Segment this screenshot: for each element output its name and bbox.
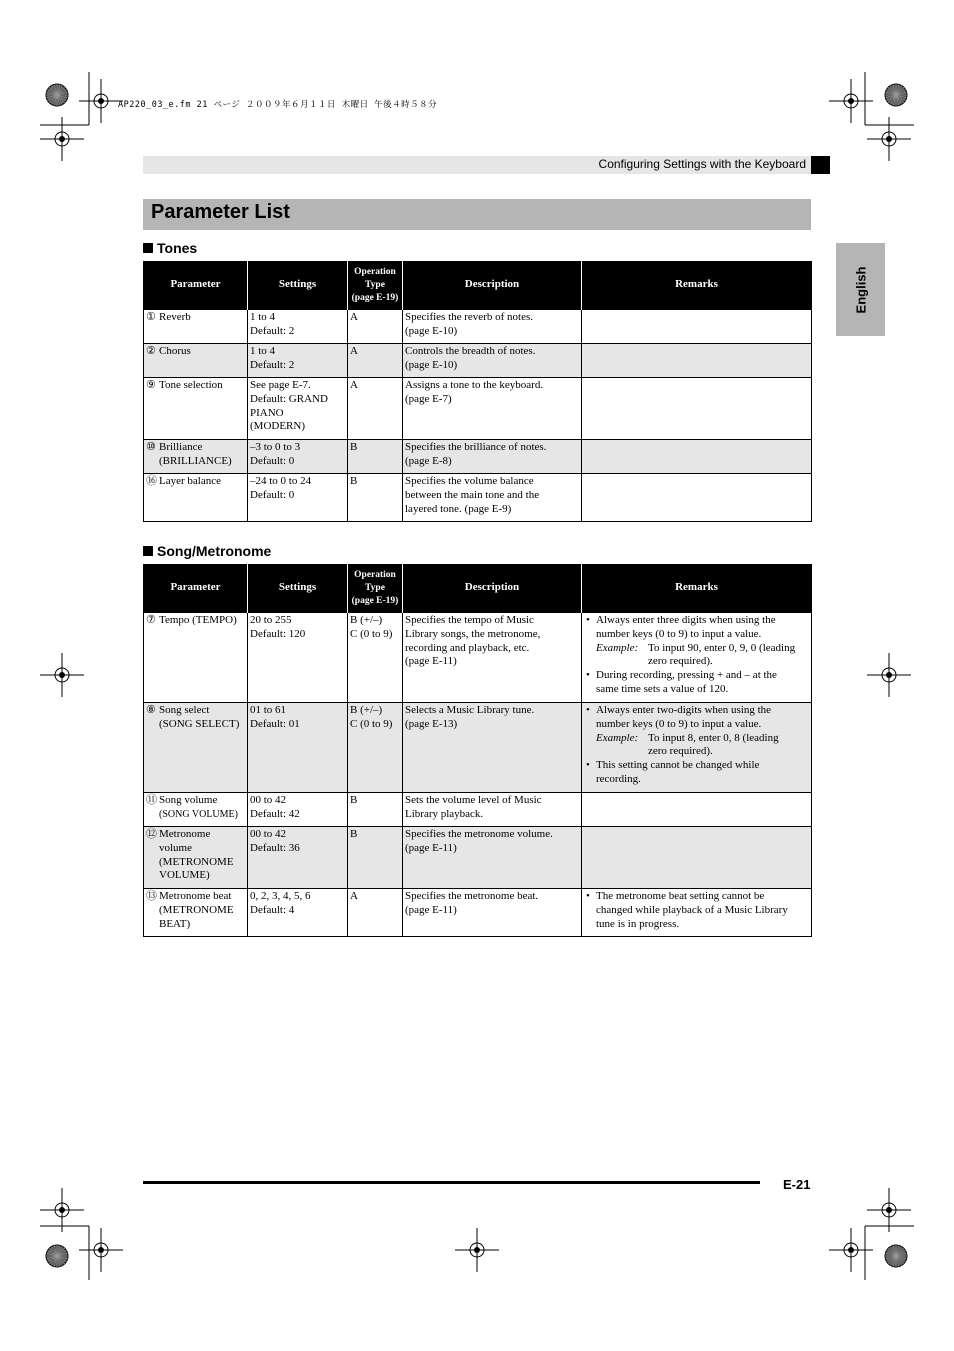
text-line: Library songs, the metronome, [405,627,541,640]
remark-item [584,759,809,787]
column-header-operation-type: Operation Type (page E-19) [348,261,403,310]
table-header-row [144,564,812,613]
cell-description [403,889,582,937]
table-row [144,344,812,378]
column-header-parameter: Parameter [144,261,248,310]
cell-settings [248,793,348,827]
column-header-remarks: Remarks [582,564,812,613]
text-line: BEAT) [159,917,191,930]
text-line: 1 to 4 [250,345,276,357]
text-line: Default: 120 [250,627,306,640]
parameter-name [159,379,223,393]
text-line: layered tone. (page E-9) [405,502,512,515]
table-row [144,440,812,474]
cell-remarks [582,613,812,703]
example-label: Example: [596,641,639,654]
parameter-number: ⑪ [146,794,157,806]
registration-crosshair-icon [829,79,873,123]
table-row [144,889,812,937]
text-line: PIANO [250,406,284,419]
text-line: recording. [596,772,641,785]
registration-crosshair-icon [867,653,911,697]
square-bullet-icon [143,546,153,556]
text-line: Song select [159,704,210,716]
text-line: Selects a Music Library tune. [405,704,535,716]
table-row [144,310,812,344]
cell-description [403,827,582,889]
cell-parameter [144,378,248,440]
text-line: recording and playback, etc. [405,641,530,654]
text-line: Always enter two-digits when using the [596,704,772,716]
cell-parameter [144,344,248,378]
registration-crosshair-icon [867,1188,911,1232]
registration-crosshair-icon [79,1228,123,1272]
running-header-text: Configuring Settings with the Keyboard [598,157,806,171]
cell-remarks [582,310,812,344]
text-line: Metronome beat [159,890,232,902]
language-tab-label: English [853,266,868,313]
cell-description [403,613,582,703]
square-bullet-icon [143,243,153,253]
page-title: Parameter List [151,201,290,223]
text-line: Sets the volume level of Music [405,794,542,806]
text-line: A [350,311,358,323]
text-line: 01 to 61 [250,704,287,716]
language-tab [836,243,885,336]
print-color-target-icon [46,1245,68,1267]
text-line: This setting cannot be changed while [596,759,760,772]
text-line: Default: 42 [250,807,300,820]
text-line: Default: 2 [250,358,295,371]
cell-settings [248,827,348,889]
text-line: To input 90, enter 0, 9, 0 (leading [648,641,796,654]
remarks-list [584,704,809,787]
section-title: Tones [157,240,198,256]
table-row [144,378,812,440]
text-line: B [350,828,358,840]
section-heading-song-metronome [143,543,271,559]
cell-settings [248,440,348,474]
text-line: Specifies the metronome beat. [405,890,539,902]
text-line: –3 to 0 to 3 [250,441,301,453]
text-line: (page E-11) [405,655,457,668]
text-line: 00 to 42 [250,828,287,840]
parameter-name [159,704,239,732]
text-line: (page E-10) [405,324,458,337]
registration-crosshair-icon [40,653,84,697]
cell-parameter [144,474,248,522]
table-row [144,703,812,793]
column-header-operation-type: Operation Type (page E-19) [348,564,403,613]
cell-operation-type [348,310,403,344]
cell-settings [248,889,348,937]
column-header-settings: Settings [248,564,348,613]
registration-crosshair-icon [79,79,123,123]
parameter-name [159,614,237,628]
text-line: Default: 4 [250,903,295,916]
cell-operation-type [348,889,403,937]
text-line: B [350,441,358,453]
text-line: between the main tone and the [405,488,540,501]
table-header-row [144,261,812,310]
cell-parameter [144,703,248,793]
parameter-number: ⑧ [146,704,156,716]
remark-example [596,642,809,670]
text-line: Assigns a tone to the keyboard. [405,379,544,391]
cell-description [403,703,582,793]
text-line: Default: 36 [250,841,300,854]
text-line: Specifies the metronome volume. [405,828,553,840]
text-line: Default: 2 [250,324,295,337]
print-color-target-icon [885,1245,907,1267]
example-text [648,642,795,670]
cell-description [403,344,582,378]
parameter-number: ⑫ [146,828,157,840]
text-line: Specifies the brilliance of notes. [405,441,547,453]
remark-item [584,704,809,759]
text-line: Default: GRAND [250,392,328,405]
cell-description [403,378,582,440]
text-line: Song volume [159,794,218,806]
cell-remarks [582,474,812,522]
text-line: (page E-11) [405,841,457,854]
text-line: zero required). [648,745,713,758]
text-line: The metronome beat setting cannot be [596,890,765,902]
parameter-number: ② [146,345,156,357]
text-line: Layer balance [159,475,221,487]
registration-crosshair-icon [40,1188,84,1232]
text-line: Always enter three digits when using the [596,614,776,626]
remark-example [596,732,809,760]
cell-remarks [582,378,812,440]
cell-remarks [582,440,812,474]
cell-parameter [144,827,248,889]
tones-table [143,261,812,522]
song-metronome-table [143,564,812,937]
text-line: C (0 to 9) [350,627,393,640]
cell-remarks [582,793,812,827]
text-line: volume [159,841,192,854]
text-line: A [350,345,358,357]
text-line: Chorus [159,345,191,357]
cell-description [403,793,582,827]
parameter-name [159,345,191,359]
parameter-name [159,890,234,931]
text-line: (METRONOME [159,855,234,868]
remarks-list [584,890,809,931]
parameter-number: ⑩ [146,441,156,453]
text-line: (SONG VOLUME) [159,808,238,820]
text-line: To input 8, enter 0, 8 (leading [648,731,779,744]
registration-crosshair-icon [867,117,911,161]
page-title-bar [143,199,811,230]
text-line: Default: 01 [250,717,300,730]
text-line: A [350,890,358,902]
cell-remarks [582,827,812,889]
remark-item [584,669,809,697]
cell-operation-type [348,378,403,440]
text-line: (page E-11) [405,903,457,916]
text-line: Reverb [159,311,191,323]
cell-settings [248,310,348,344]
page-number: E-21 [783,1177,811,1192]
parameter-name [159,475,221,489]
text-line: Metronome [159,828,211,840]
remark-item [584,890,809,931]
parameter-number: ⑦ [146,614,156,626]
cell-remarks [582,889,812,937]
text-line: A [350,379,358,391]
table-row [144,827,812,889]
text-line: (METRONOME [159,903,234,916]
text-line: During recording, pressing + and – at the [596,669,777,682]
text-line: B [350,794,358,806]
parameter-name [159,441,232,469]
print-color-target-icon [46,84,68,106]
text-line: (page E-8) [405,454,452,467]
registration-crosshair-icon [455,1228,499,1272]
remark-item [584,614,809,669]
text-line: (page E-13) [405,717,458,730]
text-line: changed while playback of a Music Library [596,903,788,916]
text-line: 00 to 42 [250,794,287,806]
parameter-number: ⑬ [146,890,157,902]
remarks-list [584,614,809,697]
parameter-number: ① [146,311,156,323]
text-line: number keys (0 to 9) to input a value. [596,717,762,730]
column-header-description: Description [403,261,582,310]
cell-settings [248,613,348,703]
cell-parameter [144,310,248,344]
example-text [648,732,779,760]
cell-operation-type [348,613,403,703]
text-line: VOLUME) [159,869,210,882]
text-line: Default: 0 [250,488,295,501]
cell-settings [248,474,348,522]
registration-crosshair-icon [40,117,84,161]
text-line: zero required). [648,655,713,668]
parameter-number: ⑯ [146,475,157,487]
text-line: tune is in progress. [596,917,680,930]
footer-rule [143,1181,760,1184]
cell-settings [248,344,348,378]
text-line: Default: 0 [250,454,295,467]
text-line: Controls the breadth of notes. [405,345,536,357]
cell-remarks [582,344,812,378]
text-line: (BRILLIANCE) [159,454,232,467]
cell-operation-type [348,474,403,522]
text-line: (page E-10) [405,358,458,371]
text-line: B (+/–) [350,704,383,716]
example-label: Example: [596,731,639,744]
text-line: same time sets a value of 120. [596,682,729,695]
cell-parameter [144,440,248,474]
text-line: Specifies the tempo of Music [405,614,534,626]
parameter-number: ⑨ [146,379,156,391]
text-line: Specifies the volume balance [405,475,534,487]
cell-operation-type [348,440,403,474]
text-line: –24 to 0 to 24 [250,475,312,487]
section-title: Song/Metronome [157,543,272,559]
cell-settings [248,703,348,793]
cell-settings [248,378,348,440]
text-line: (page E-7) [405,392,452,405]
cell-parameter [144,613,248,703]
cell-operation-type [348,793,403,827]
text-line: Brilliance [159,441,203,453]
parameter-name [159,828,234,883]
section-heading-tones [143,240,197,256]
cell-parameter [144,889,248,937]
text-line: B [350,475,358,487]
text-line: See page E-7. [250,379,311,391]
cell-operation-type [348,703,403,793]
print-color-target-icon [885,84,907,106]
column-header-parameter: Parameter [144,564,248,613]
cell-remarks [582,703,812,793]
cell-parameter [144,793,248,827]
cell-operation-type [348,827,403,889]
text-line: 1 to 4 [250,311,276,323]
table-row [144,613,812,703]
running-header [143,156,830,174]
text-line: Tone selection [159,379,223,391]
table-row [144,474,812,522]
text-line: B (+/–) [350,614,383,626]
cell-description [403,440,582,474]
registration-crosshair-icon [829,1228,873,1272]
parameter-name [159,311,191,325]
text-line: 20 to 255 [250,614,292,626]
file-header: AP220_03_e.fm 21 ページ ２００９年６月１１日 木曜日 午後４時５８分 [118,100,438,110]
text-line: (MODERN) [250,420,305,433]
column-header-remarks: Remarks [582,261,812,310]
cell-description [403,474,582,522]
column-header-description: Description [403,564,582,613]
cell-description [403,310,582,344]
column-header-settings: Settings [248,261,348,310]
text-line: C (0 to 9) [350,717,393,730]
text-line: Specifies the reverb of notes. [405,311,533,323]
cell-operation-type [348,344,403,378]
text-line: number keys (0 to 9) to input a value. [596,627,762,640]
parameter-name [159,794,238,822]
table-row [144,793,812,827]
text-line: Library playback. [405,807,484,820]
text-line: (SONG SELECT) [159,717,240,730]
text-line: Tempo (TEMPO) [159,614,237,626]
text-line: 0, 2, 3, 4, 5, 6 [250,890,311,902]
running-header-marker [811,156,830,174]
